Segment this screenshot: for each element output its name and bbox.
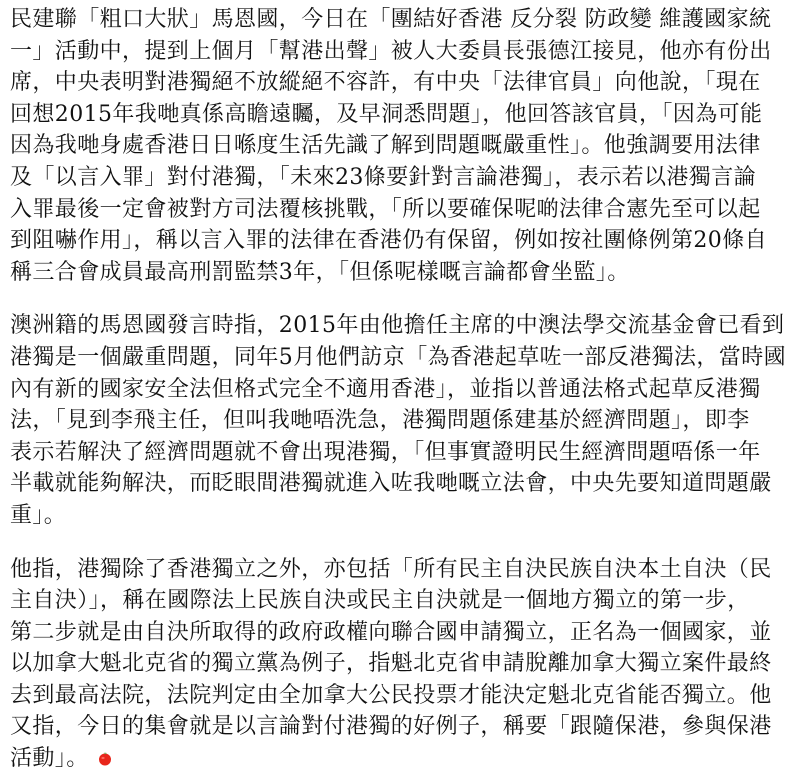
paragraph-line: 內有新的國家安全法但格式完全不適用香港」，並指以普通法格式起草反港獨 xyxy=(10,376,761,402)
paragraph-line: 民建聯「粗口大狀」馬恩國，今日在「團結好香港 反分裂 防政變 維護國家統 xyxy=(10,7,772,32)
paragraph-line: 他指，港獨除了香港獨立之外，亦包括「所有民主自決民族自決本土自決（民 xyxy=(10,556,772,582)
paragraph-line: 澳洲籍的馬恩國發言時指，2015年由他擔任主席的中澳法學交流基金會已看到 xyxy=(10,313,785,339)
paragraph-last-line xyxy=(10,743,794,775)
paragraph-gap xyxy=(10,532,794,554)
paragraph-line: 席，中央表明對港獨絕不放縱絕不容許，有中央「法律官員」向他說，「現在 xyxy=(10,70,761,96)
paragraph-line-text: 活動」。 xyxy=(10,746,89,772)
paragraph-line: 因為我哋身處香港日日喺度生活先識了解到問題嘅嚴重性」。他強調要用法律 xyxy=(10,133,761,159)
paragraph-line: 回想2015年我哋真係高瞻遠矚，及早洞悉問題」，他回答該官員，「因為可能 xyxy=(10,101,763,127)
paragraph-line: 一」活動中，提到上個月「幫港出聲」被人大委員長張德江接見，他亦有份出 xyxy=(10,38,772,64)
paragraph-2 xyxy=(10,310,794,531)
paragraph-line: 以加拿大魁北克省的獨立黨為例子，指魁北克省申請脫離加拿大獨立案件最終 xyxy=(10,651,772,677)
paragraph-line: 第二步就是由自決所取得的政府政權向聯合國申請獨立，正名為一個國家，並 xyxy=(10,619,772,645)
paragraph-line: 入罪最後一定會被對方司法覆核挑戰，「所以要確保呢啲法律合憲先至可以起 xyxy=(10,196,761,222)
paragraph-line: 到阻嚇作用」，稱以言入罪的法律在香港仍有保留，例如按社團條例第20條自 xyxy=(10,228,767,254)
paragraph-3 xyxy=(10,554,794,775)
paragraph-line: 稱三合會成員最高刑罰監禁3年，「但係呢樣嘅言論都會坐監」。 xyxy=(10,259,630,285)
paragraph-line: 半載就能夠解決，而眨眼間港獨就進入咗我哋嘅立法會，中央先要知道問題嚴 xyxy=(10,471,772,497)
paragraph-line: 去到最高法院，法院判定由全加拿大公民投票才能決定魁北克省能否獨立。他 xyxy=(10,682,772,708)
paragraph-line: 及「以言入罪」對付港獨，「未來23條要針對言論港獨」，表示若以港獨言論 xyxy=(10,164,756,190)
paragraph-line: 港獨是一個嚴重問題，同年5月他們訪京「為香港起草咗一部反港獨法，當時國 xyxy=(10,344,786,370)
paragraph-line: 重」。 xyxy=(10,502,67,528)
paragraph-gap xyxy=(10,288,794,310)
article-body xyxy=(10,4,794,775)
paragraph-line: 表示若解決了經濟問題就不會出現港獨，「但事實證明民生經濟問題唔係一年 xyxy=(10,439,761,465)
paragraph-line: 法，「見到李飛主任，但叫我哋唔洗急，港獨問題係建基於經濟問題」，即李 xyxy=(10,408,750,434)
paragraph-1 xyxy=(10,4,794,288)
tomato-emoji-icon xyxy=(97,750,113,766)
paragraph-line: 又指，今日的集會就是以言論對付港獨的好例子，稱要「跟隨保港，參與保港 xyxy=(10,714,772,740)
paragraph-line: 主自決）」，稱在國際法上民族自決或民主自決就是一個地方獨立的第一步， xyxy=(10,588,750,614)
